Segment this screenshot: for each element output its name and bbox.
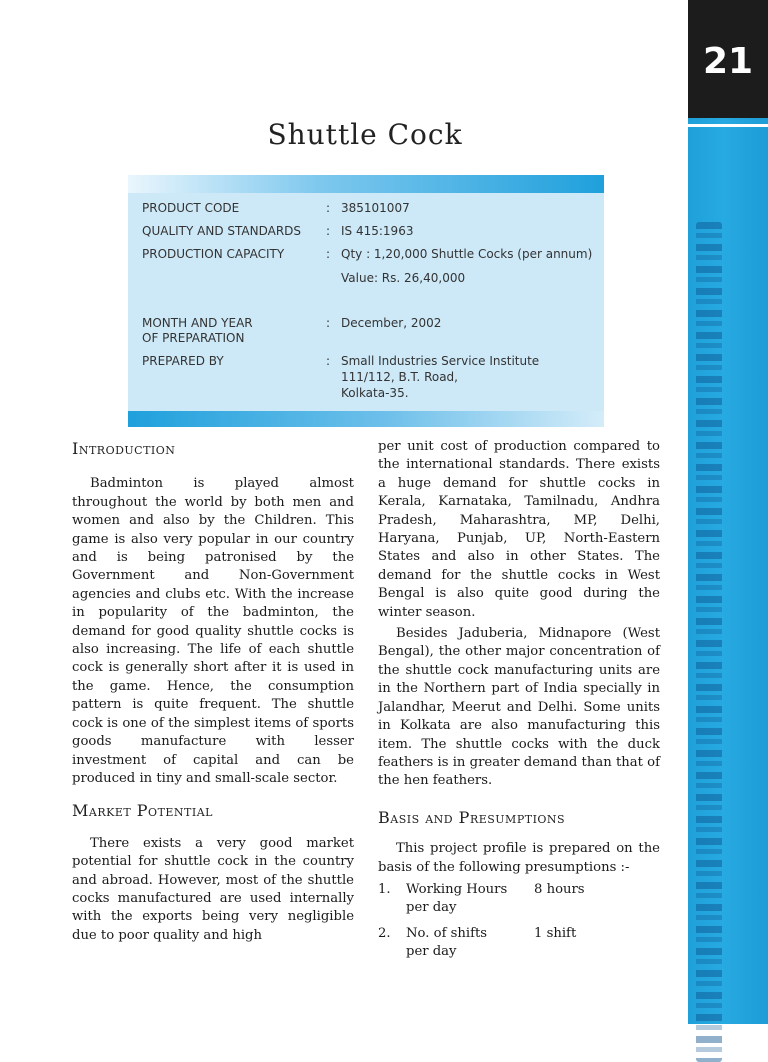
presumption-label-2: per day (406, 944, 457, 960)
introduction-text: Badminton is played almost throughout the world by both men and women and also by the Children. This game is also very popular in our country and is being patronised by the Government and Non-Government agencies and clubs etc. With the increase in popularity of the badminton, the demand for good quality shuttle cocks is also increasing. The life of each shuttle cock is generally short after it is used in the game. Hence, the consumption pattern is quite frequent. The shuttle cock is one of the simplest items of sports goods manufacture with lesser investment of capital and can be produced in tiny and small-scale sector. (72, 476, 354, 786)
month-label-line1: MONTH AND YEAR (142, 316, 253, 330)
capacity-label: PRODUCTION CAPACITY (142, 247, 285, 261)
presumption-item (378, 925, 660, 962)
colon: : (326, 316, 331, 330)
market-text-para2: Besides Jaduberia, Midnapore (West Bengal), the other major concentration of the shuttle cock manufacturing units are in the Northern part of India specially in Jalandhar, Meerut and Delhi. Some units in Kolkata are also manufacturing this item. The shuttle cocks with the duck feathers is in greater demand than that of the hen feathers. (378, 626, 660, 789)
presumption-value: 8 hours (534, 881, 585, 897)
presumption-label-2: per day (406, 900, 457, 916)
colon: : (326, 224, 331, 238)
product-code-value: 385101007 (341, 201, 410, 215)
info-box-top-bar (128, 175, 604, 193)
presumption-label: No. of shifts (406, 925, 488, 941)
prepared-line2: 111/112, B.T. Road, (341, 370, 458, 384)
introduction-heading: Introduction (72, 439, 176, 458)
market-text-continued: per unit cost of production compared to the international standards. There exists a huge demand for shuttle cocks in Kerala, Karnataka, Tamilnadu, Andhra Pradesh, Maharashtra, MP, Delhi, Haryana, Punjab, UP, North-Eastern States and also in other States. The demand for the shuttle cocks in West Bengal is also quite good during the winter season. (378, 439, 660, 620)
prepared-label: PREPARED BY (142, 354, 224, 368)
colon: : (326, 247, 331, 261)
capacity-value: Value: Rs. 26,40,000 (341, 271, 466, 285)
basis-text: This project profile is prepared on the basis of the following presumptions :- (378, 841, 660, 875)
basis-heading: Basis and Presumptions (378, 807, 566, 827)
quality-label: QUALITY AND STANDARDS (142, 224, 302, 238)
presumption-value: 1 shift (534, 925, 577, 941)
prepared-line1: Small Industries Service Institute (341, 354, 540, 368)
capacity-qty: Qty : 1,20,000 Shuttle Cocks (per annum) (341, 247, 593, 261)
colon: : (326, 201, 331, 215)
left-column (72, 440, 354, 945)
presumption-item (378, 881, 660, 918)
market-text: There exists a very good market potential for shuttle cock in the country and abroad. However, most of the shuttle cocks manufactured are used internally with the exports being very negligible due to poor quality and high (72, 835, 354, 943)
info-box-bottom-bar (128, 411, 604, 427)
product-code-label: PRODUCT CODE (142, 201, 240, 215)
side-color-band (688, 118, 768, 1024)
month-label-line2: OF PREPARATION (142, 331, 245, 345)
presumption-number: 1. (378, 881, 391, 897)
market-heading: Market Potential (72, 801, 213, 821)
colon: : (326, 354, 331, 368)
right-column (378, 438, 660, 962)
page-title: Shuttle Cock (267, 118, 463, 151)
side-band-pattern (696, 222, 722, 1062)
quality-value: IS 415:1963 (341, 224, 414, 238)
presumption-label: Working Hours (406, 881, 508, 897)
month-value: December, 2002 (341, 316, 442, 330)
page-number: 21 (702, 41, 754, 82)
prepared-line3: Kolkata-35. (341, 386, 409, 400)
presumption-number: 2. (378, 925, 391, 941)
